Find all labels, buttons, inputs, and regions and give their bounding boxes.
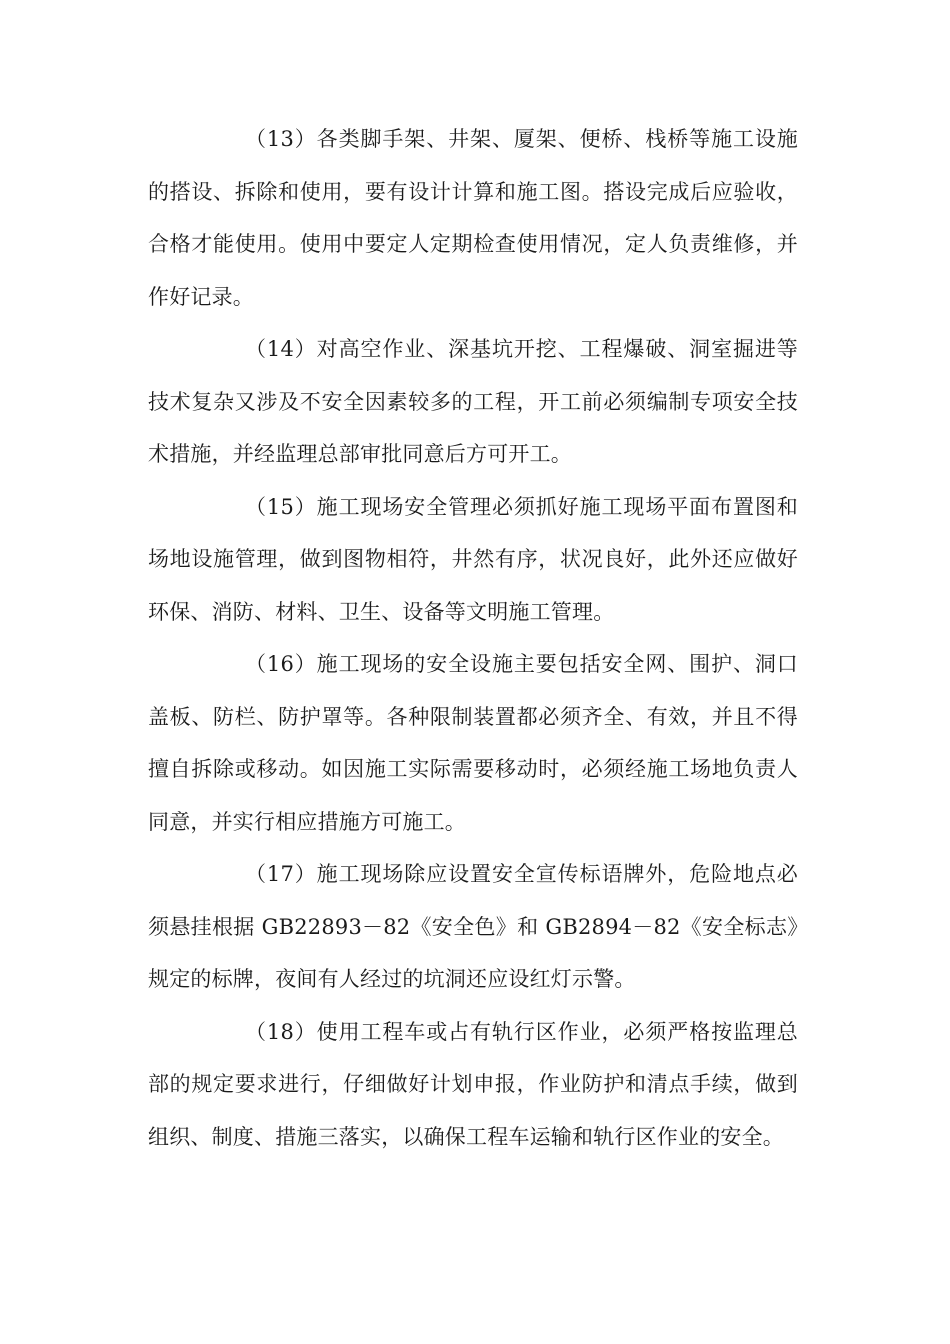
paragraph-14: （14）对高空作业、深基坑开挖、工程爆破、洞室掘进等技术复杂又涉及不安全因素较多的工程，开工前必须编制专项安全技术措施，并经监理总部审批同意后方可开工。: [148, 337, 798, 466]
document-body: [148, 113, 798, 1163]
paragraph-17: （17）施工现场除应设置安全宣传标语牌外，危险地点必须悬挂根据 GB22893－82《安全色》和 GB2894－82《安全标志》规定的标牌，夜间有人经过的坑洞还应设红灯示警。: [148, 862, 798, 991]
paragraph-18: （18）使用工程车或占有轨行区作业，必须严格按监理总部的规定要求进行，仔细做好计划申报，作业防护和清点手续，做到组织、制度、措施三落实，以确保工程车运输和轨行区作业的安全。: [148, 1019, 798, 1149]
paragraph-16: （16）施工现场的安全设施主要包括安全网、围护、洞口盖板、防栏、防护罩等。各种限制装置都必须齐全、有效，并且不得擅自拆除或移动。如因施工实际需要移动时，必须经施工场地负责人同意，并实行相应措施方可施工。: [148, 652, 798, 834]
paragraph-13: （13）各类脚手架、井架、厦架、便桥、栈桥等施工设施的搭设、拆除和使用，要有设计计算和施工图。搭设完成后应验收，合格才能使用。使用中要定人定期检查使用情况，定人负责维修，并作好记录。: [148, 127, 798, 309]
paragraph-15: （15）施工现场安全管理必须抓好施工现场平面布置图和场地设施管理，做到图物相符，井然有序，状况良好，此外还应做好环保、消防、材料、卫生、设备等文明施工管理。: [148, 494, 798, 624]
